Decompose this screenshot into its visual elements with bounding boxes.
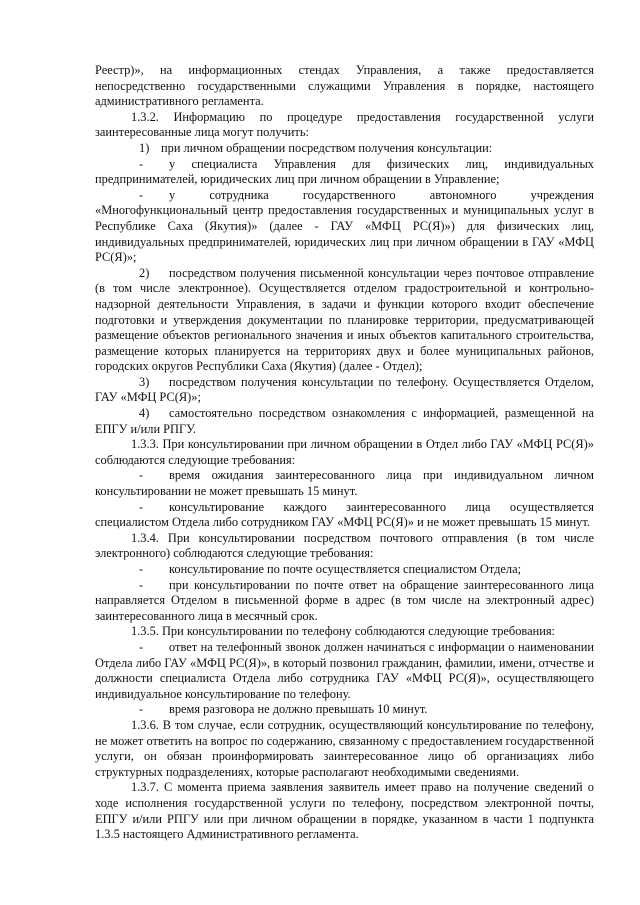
dash-item-text: у специалиста Управления для физических лиц, индивидуальных предпринимателей, юридических лиц при личном обращении в Управление; [95, 156, 594, 187]
dash-item-waiting-time [95, 468, 594, 499]
document-page [95, 63, 594, 843]
dash-marker: - [139, 468, 144, 483]
paragraph-registry-continuation: Реестр)», на информационных стендах Управления, а также предоставляется непосредственно государственными служащими Управления в порядке, настоящего административного регламента. [95, 63, 594, 109]
dash-item-text: у сотрудника государственного автономного учреждения «Многофункциональный центр предоставления государственных и муниципальных услуг в Республике Саха (Якутия)» (далее - ГАУ «МФЦ РС(Я)») для физических лиц, индивидуальных предпринимателей, юридических лиц при личном обращении в ГАУ «МФЦ РС(Я)»; [95, 187, 594, 265]
list-number: 4) [139, 406, 150, 421]
dash-marker: - [139, 187, 144, 202]
paragraph-1-3-6: 1.3.6. В том случае, если сотрудник, осуществляющий консультирование по телефону, не может ответить на вопрос по содержанию, связанному с предоставлением государственной услуги, он обязан проинформировать заинтересованное лицо об организациях либо структурных подразделениях, которые располагают необходимыми сведениями. [95, 717, 594, 779]
paragraph-1-3-4: 1.3.4. При консультировании посредством почтового отправления (в том числе электронного) соблюдаются следующие требования: [95, 530, 594, 561]
list-item-text: самостоятельно посредством ознакомления с информацией, размещенной на ЕПГУ и/или РПГУ. [95, 406, 594, 436]
dash-item-text: время разговора не должно превышать 10 минут. [169, 702, 428, 717]
list-number: 2) [139, 265, 150, 280]
dash-marker: - [139, 702, 144, 717]
list-number: 1) [139, 140, 150, 155]
dash-item-mail-response [95, 578, 594, 625]
dash-item-text: ответ на телефонный звонок должен начинаться с информации о наименовании Отдела либо ГАУ «МФЦ РС(Я)», в который позвонил гражданин, фамилии, имени, отчестве и должности специалиста Отдела либо сотрудника ГАУ «МФЦ РС(Я)», осуществляющего индивидуальное консультирование по телефону. [95, 639, 594, 701]
list-number: 3) [139, 374, 150, 389]
dash-item-call-duration [95, 702, 594, 718]
dash-marker: - [139, 577, 144, 592]
list-item-3 [95, 375, 594, 406]
list-item-text: посредством получения консультации по телефону. Осуществляется Отделом, ГАУ «МФЦ РС(Я)»; [95, 374, 594, 405]
dash-item-mail-consult [95, 562, 594, 578]
paragraph-1-3-2: 1.3.2. Информацию по процедуре предоставления государственной услуги заинтересованные лица могут получить: [95, 109, 594, 140]
dash-item-text: при консультировании по почте ответ на обращение заинтересованного лица направляется Отделом в письменной форме в адрес (в том числе на электронный адрес) заинтересованного лица в месячный срок. [95, 577, 594, 623]
paragraph-1-3-5: 1.3.5. При консультировании по телефону соблюдаются следующие требования: [131, 624, 556, 639]
dash-item-mfc [95, 188, 594, 266]
list-item-text: посредством получения письменной консультации через почтовое отправление (в том числе электронное). Осуществляется отделом градостроительной и контрольно-надзорной деятельности Управления, в задачи и функции которого входит обеспечение подготовки и утверждения документации по планировке территории, предусматривающей размещение объектов регионального значения и иных объектов капитального строительства, размещение которых планируется на территориях двух и более муниципальных районов, городских округов Республики Саха (Якутия) (далее - Отдел); [95, 265, 594, 374]
dash-item-text: время ожидания заинтересованного лица при индивидуальном личном консультировании не может превышать 15 минут. [95, 468, 594, 499]
paragraph-1-3-3: 1.3.3. При консультировании при личном обращении в Отдел либо ГАУ «МФЦ РС(Я)» соблюдаются следующие требования: [95, 437, 594, 467]
dash-item-consult-duration [95, 500, 594, 531]
paragraph-1-3-7: 1.3.7. С момента приема заявления заявитель имеет право на получение сведений о ходе исполнения государственной услуги по телефону, посредством электронной почты, ЕПГУ и/или РПГУ или при личном обращении в порядке, указанном в части 1 подпункта 1.3.5 настоящего Административного регламента. [95, 780, 594, 842]
dash-marker: - [139, 156, 144, 171]
list-item-4 [95, 406, 594, 437]
list-item-1 [95, 141, 594, 157]
dash-marker: - [139, 499, 144, 514]
dash-item-specialist [95, 157, 594, 188]
list-item-text: при личном обращении посредством получения консультации: [161, 140, 493, 155]
dash-item-phone-answer [95, 640, 594, 702]
dash-marker: - [139, 639, 144, 654]
dash-item-text: консультирование по почте осуществляется специалистом Отдела; [169, 562, 522, 576]
dash-item-text: консультирование каждого заинтересованного лица осуществляется специалистом Отдела либо сотрудником ГАУ «МФЦ РС(Я)» и не может превышать 15 минут. [95, 499, 594, 530]
dash-marker: - [139, 562, 144, 576]
list-item-2 [95, 266, 594, 375]
